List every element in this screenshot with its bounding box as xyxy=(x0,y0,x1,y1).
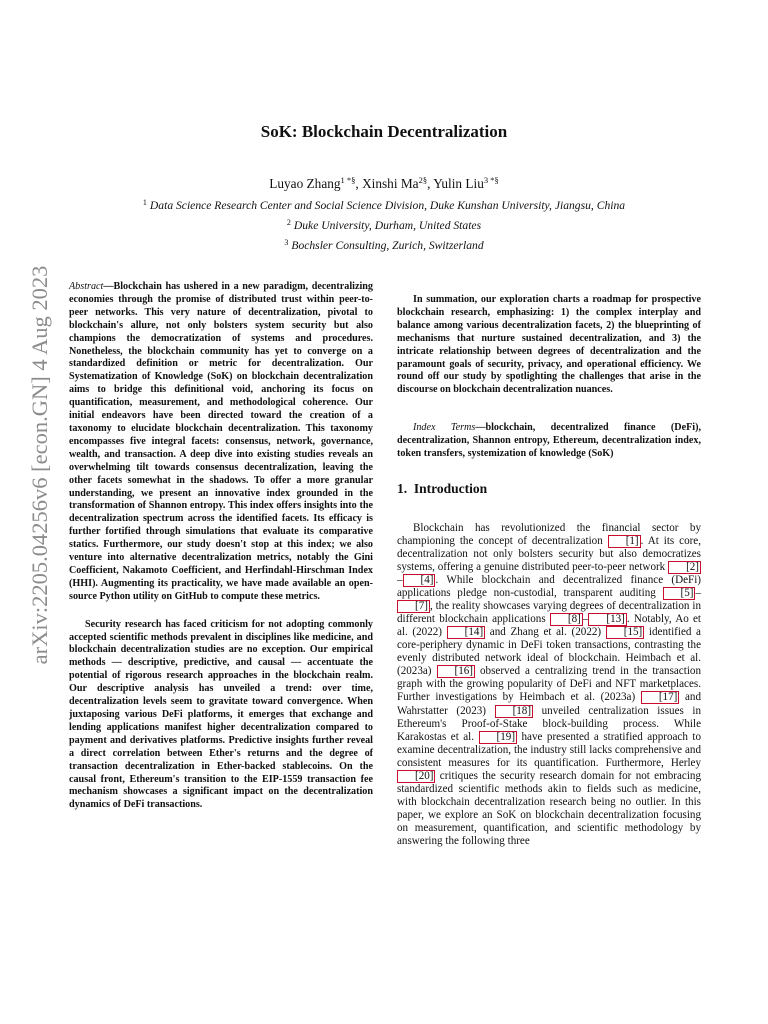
citation-link[interactable]: [1] xyxy=(608,535,641,548)
intro-text: observed a centralizing trend in the transaction graph with the growing popularity of DeFi and NFT marketplaces. Further investigations by Heimbach et al. (2023a) xyxy=(397,665,701,704)
intro-text: – xyxy=(397,574,403,587)
affiliation-number: 1 xyxy=(142,198,147,207)
abstract-dash: — xyxy=(103,281,114,292)
author-name: Luyao Zhang xyxy=(269,176,341,191)
intro-text: . While blockchain and decentralized finance (DeFi) applications pledge non-custodial, transparent auditing xyxy=(397,574,701,600)
intro-text: critiques the security research domain for not embracing standardized scientific methods akin to fields such as medicine, with blockchain decentralization research being no outlier. In this paper, we explore an SoK on blockchain decentralization focusing on measurement, quantification, and scientific methodology by answering the following three xyxy=(397,769,701,847)
abstract-paragraph xyxy=(69,281,373,604)
left-column xyxy=(69,281,373,812)
author-name: Xinshi Ma xyxy=(362,176,419,191)
intro-text: – xyxy=(695,587,701,600)
citation-link[interactable]: [15] xyxy=(606,626,644,639)
intro-text: Blockchain has revolutionized the financial sector by championing the concept of decentralization xyxy=(397,521,701,547)
affiliation xyxy=(0,214,768,234)
introduction-paragraph xyxy=(397,522,701,848)
abstract-paragraph-3: In summation, our exploration charts a roadmap for prospective blockchain research, emphasizing: 1) the complex interplay and balance among various decentralization facets, 2) the blueprinting of mechanisms that nurture sustained decentralization, and 3) the intricate relationship between degrees of decentralization and the paramount goals of security, privacy, and operational efficiency. We round off our study by spotlighting the challenges that arise in the discourse on blockchain decentralization nuances. xyxy=(397,294,701,396)
affiliation xyxy=(0,194,768,214)
intro-text: and Zhang et al. (2022) xyxy=(485,626,606,639)
intro-text: . At its core, decentralization not only bolsters security but also democratizes systems, offering a genuine distributed peer-to-peer network xyxy=(397,534,702,574)
intro-text: . Notably, Ao et al. (2022) xyxy=(397,613,701,639)
author-separator: , xyxy=(355,176,363,191)
affiliation-list xyxy=(0,194,768,254)
intro-text: unveiled centralization issues in Ethereum's Proof-of-Stake block-building process. While Karakostas et al. xyxy=(397,704,701,743)
citation-link[interactable]: [7] xyxy=(397,600,430,613)
author-separator: , xyxy=(427,176,434,191)
citation-link[interactable]: [14] xyxy=(447,626,485,639)
affiliation-number: 3 xyxy=(284,238,289,247)
citation-link[interactable]: [4] xyxy=(403,574,436,587)
arxiv-identifier: arXiv:2205.04256v6 [econ.GN] 4 Aug 2023 xyxy=(27,265,52,665)
intro-text: and Wahrstatter (2023) xyxy=(397,691,702,717)
affiliation-text: Bochsler Consulting, Zurich, Switzerland xyxy=(291,239,484,252)
introduction-body xyxy=(397,522,701,848)
index-terms xyxy=(397,422,701,461)
affiliation-text: Data Science Research Center and Social Science Division, Duke Kunshan University, Jiangsu, China xyxy=(149,199,626,212)
affiliation-text: Duke University, Durham, United States xyxy=(293,219,482,232)
author-list xyxy=(0,175,768,192)
intro-text: , the reality showcases varying degrees of decentralization in different blockchain applications xyxy=(397,600,701,626)
index-terms-label: Index Terms xyxy=(413,422,476,434)
author-marks: 1 *§ xyxy=(340,175,356,185)
citation-link[interactable]: [13] xyxy=(588,613,626,626)
affiliation xyxy=(0,234,768,254)
intro-text: – xyxy=(582,613,589,626)
index-terms-text: blockchain, decentralized finance (DeFi), decentralization, Shannon entropy, Ethereum, decentralization index, token transfers, systemization of knowledge (SoK) xyxy=(397,422,702,460)
section-title: Introduction xyxy=(413,480,488,496)
intro-text: have presented a stratified approach to examine decentralization, the industry still lacks comprehensive and consistent measures for its quantification. Furthermore, Herley xyxy=(397,730,701,769)
citation-link[interactable]: [5] xyxy=(663,587,696,600)
citation-link[interactable]: [17] xyxy=(641,691,679,704)
abstract-label: Abstract xyxy=(69,281,104,292)
author-name: Yulin Liu xyxy=(433,176,484,191)
section-number: 1. xyxy=(397,480,408,496)
right-column xyxy=(397,281,701,848)
citation-link[interactable]: [19] xyxy=(479,731,517,744)
citation-link[interactable]: [2] xyxy=(668,561,701,574)
index-terms-dash: — xyxy=(475,422,486,434)
paper-title: SoK: Blockchain Decentralization xyxy=(260,122,508,141)
citation-link[interactable]: [18] xyxy=(495,705,533,718)
author-marks: 2§ xyxy=(418,175,428,185)
citation-link[interactable]: [20] xyxy=(397,770,435,783)
section-heading xyxy=(397,480,701,496)
abstract-paragraph-2: Security research has faced criticism for not adopting commonly accepted scientific methods prevalent in disciplines like medicine, and blockchain decentralization studies are no exception. Our empirical methods — descriptive, predictive, and causal — accentuate the potential of rigorous research approaches in the blockchain realm. Our descriptive analysis has unveiled a trend: over time, decentralization levels seem to gravitate toward convergence. When juxtaposing various DeFi platforms, it emerges that exchange and lending applications manifest higher decentralization compared to payment and derivatives platforms. Predictive insights further reveal a direct correlation between Ether's returns and the degree of transaction decentralization in Ether-backed stablecoins. On the causal front, Ethereum's transition to the EIP-1559 transaction fee mechanism showcases a significant impact on the decentralization dynamics of DeFi transactions. xyxy=(69,618,373,811)
affiliation-number: 2 xyxy=(286,218,291,227)
citation-link[interactable]: [8] xyxy=(550,613,583,626)
citation-link[interactable]: [16] xyxy=(437,665,475,678)
author-marks: 3 *§ xyxy=(483,175,499,185)
abstract-text: Blockchain has ushered in a new paradigm, decentralizing economies through the promise of distributed trust within peer-to-peer networks. This very nature of decentralization, pivotal to blockchain's allure, not only bolsters system security but also champions the democratization of systems and procedures. Nonetheless, the blockchain community has yet to converge on a standardized definition or metric for decentralization. Our Systematization of Knowledge (SoK) on blockchain decentralization aims to bridge this definitional void, anchoring its focus on quantification, measurement, and methodological coherence. Our initial endeavors have been directed toward the creation of a taxonomy to elucidate blockchain decentralization. This taxonomy encompasses five integral facets: consensus, network, governance, wealth, and transaction. A deep dive into existing studies reveals an overwhelming tilt towards consensus decentralization, leaving the other facets somewhat in the shadows. To offer a more granular understanding, we present an innovative index grounded in the transformation of Shannon entropy. This index offers insights into the decentralization spectrum across the identified facets. Its efficacy is further fortified through simulations that evaluate its comparative statics. Furthermore, our study doesn't stop at this index; we also venture into alternative decentralization metrics, notably the Gini Coefficient, Nakamoto Coefficient, and Herfindahl-Hirschman Index (HHI). Augmenting its practicality, we have made available an open-source Python utility on GitHub to compute these metrics. xyxy=(69,281,373,602)
intro-text: identified a core-periphery dynamic in DeFi token transactions, contrasting the evenly distributed network ideal of blockchain. Heimbach et al. (2023a) xyxy=(397,626,701,678)
